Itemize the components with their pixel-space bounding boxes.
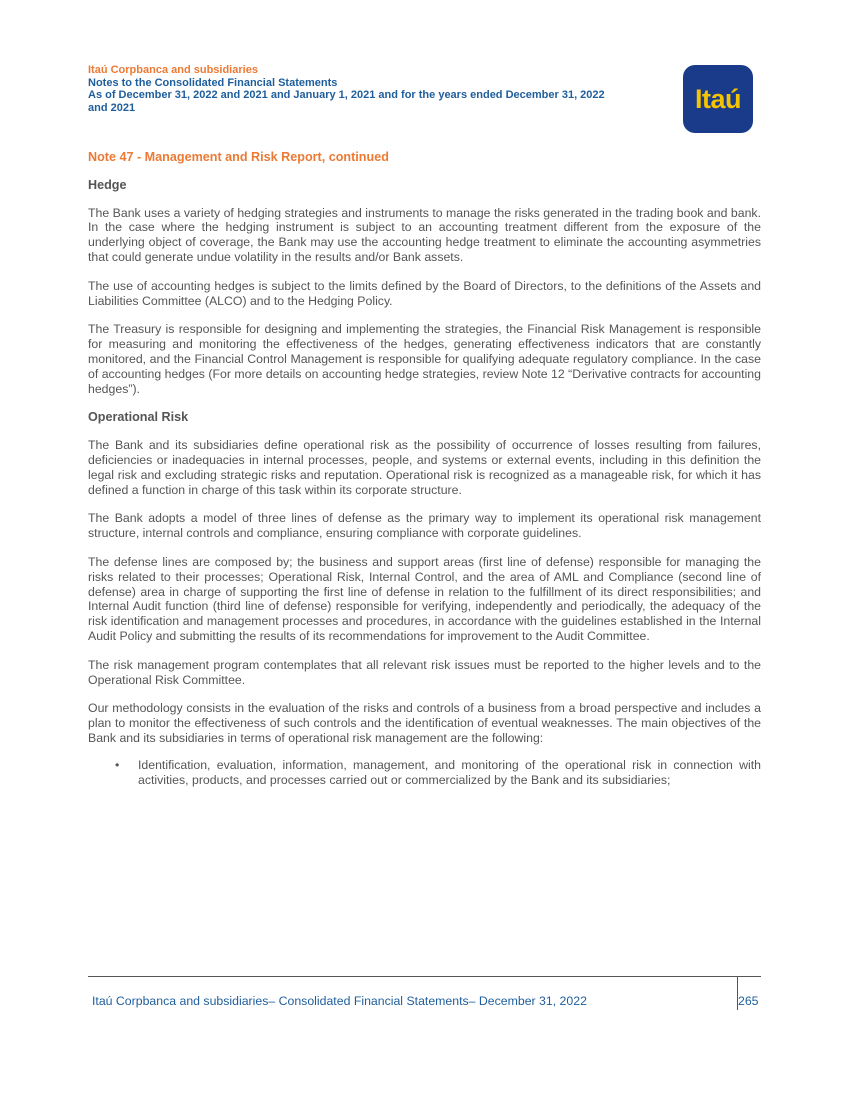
itau-logo	[683, 65, 753, 133]
paragraph: The Bank uses a variety of hedging strategies and instruments to manage the risks generated in the trading book and bank. In the case where the hedging instrument is subject to an accounting treatment different from the exposure of the underlying object of coverage, the Bank may use the accounting hedge treatment to eliminate the accounting asymmetries that could generate undue volatility in the results and/or Bank assets.	[88, 205, 761, 264]
footer-text: Itaú Corpbanca and subsidiaries– Consolidated Financial Statements– December 31, 2022	[92, 994, 587, 1008]
header-period-line: As of December 31, 2022 and 2021 and January 1, 2021 and for the years ended December 31, 2022	[88, 89, 605, 102]
header-notes-title: Notes to the Consolidated Financial Statements	[88, 76, 338, 89]
section-heading-operational-risk: Operational Risk	[88, 410, 189, 425]
paragraph: The Treasury is responsible for designing and implementing the strategies, the Financial Risk Management is responsible for measuring and monitoring the effectiveness of the hedges, generating effectiveness indicators that are constantly monitored, and the Financial Control Management is responsible for qualifying adequate regulatory compliance. In the case of accounting hedges (For more details on accounting hedge strategies, review Note 12 “Derivative contracts for accounting hedges”).	[88, 322, 761, 396]
main-content	[88, 150, 761, 787]
itau-logo-text: Itaú	[694, 83, 741, 114]
header-company: Itaú Corpbanca and subsidiaries	[88, 64, 258, 76]
section-heading-hedge: Hedge	[88, 177, 127, 192]
footer-divider	[88, 976, 761, 977]
paragraph: The use of accounting hedges is subject to the limits defined by the Board of Directors, to the definitions of the Assets and Liabilities Committee (ALCO) and to the Hedging Policy.	[88, 278, 761, 308]
note-title: Note 47 - Management and Risk Report, continued	[88, 150, 389, 164]
paragraph: Our methodology consists in the evaluation of the risks and controls of a business from a broad perspective and includes a plan to monitor the effectiveness of such controls and the identification of eventual weaknesses. The main objectives of the Bank and its subsidiaries in terms of operational risk management are the following:	[88, 701, 761, 745]
paragraph: The defense lines are composed by; the business and support areas (first line of defense) responsible for managing the risks related to their processes; Operational Risk, Internal Control, and the area of AML and Compliance (second line of defense) area in charge of supporting the first line of defense in relation to the fulfillment of its direct responsibilities; and Internal Audit function (third line of defense) responsible for verifying, independently and periodically, the adequacy of the risk identification and management processes and procedures, in accordance with the guidelines established in the Internal Audit Policy and submitting the results of its recommendations for improvement to the Audit Committee.	[88, 554, 761, 643]
paragraph: The Bank adopts a model of three lines of defense as the primary way to implement its operational risk management structure, internal controls and compliance, ensuring compliance with corporate guidelines.	[88, 511, 761, 541]
paragraph: The risk management program contemplates that all relevant risk issues must be reported to the higher levels and to the Operational Risk Committee.	[88, 657, 761, 687]
objectives-list	[88, 758, 761, 788]
header-period-line-cont: and 2021	[88, 101, 136, 114]
paragraph: The Bank and its subsidiaries define operational risk as the possibility of occurrence of losses resulting from failures, deficiencies or inadequacies in internal processes, people, and systems or external events, including in this definition the legal risk and excluding strategic risks and reputation. Operational risk is recognized as a manageable risk, for which it has defined a function in charge of this task within its corporate structure.	[88, 438, 761, 497]
document-header	[88, 64, 678, 114]
list-item	[88, 758, 761, 788]
page-number: 265	[738, 994, 759, 1008]
list-item-text: Identification, evaluation, information, management, and monitoring of the operational risk in connection with activities, products, and processes carried out or commercialized by the Bank and its subsidiaries;	[138, 757, 761, 787]
bullet-icon: •	[115, 757, 120, 772]
